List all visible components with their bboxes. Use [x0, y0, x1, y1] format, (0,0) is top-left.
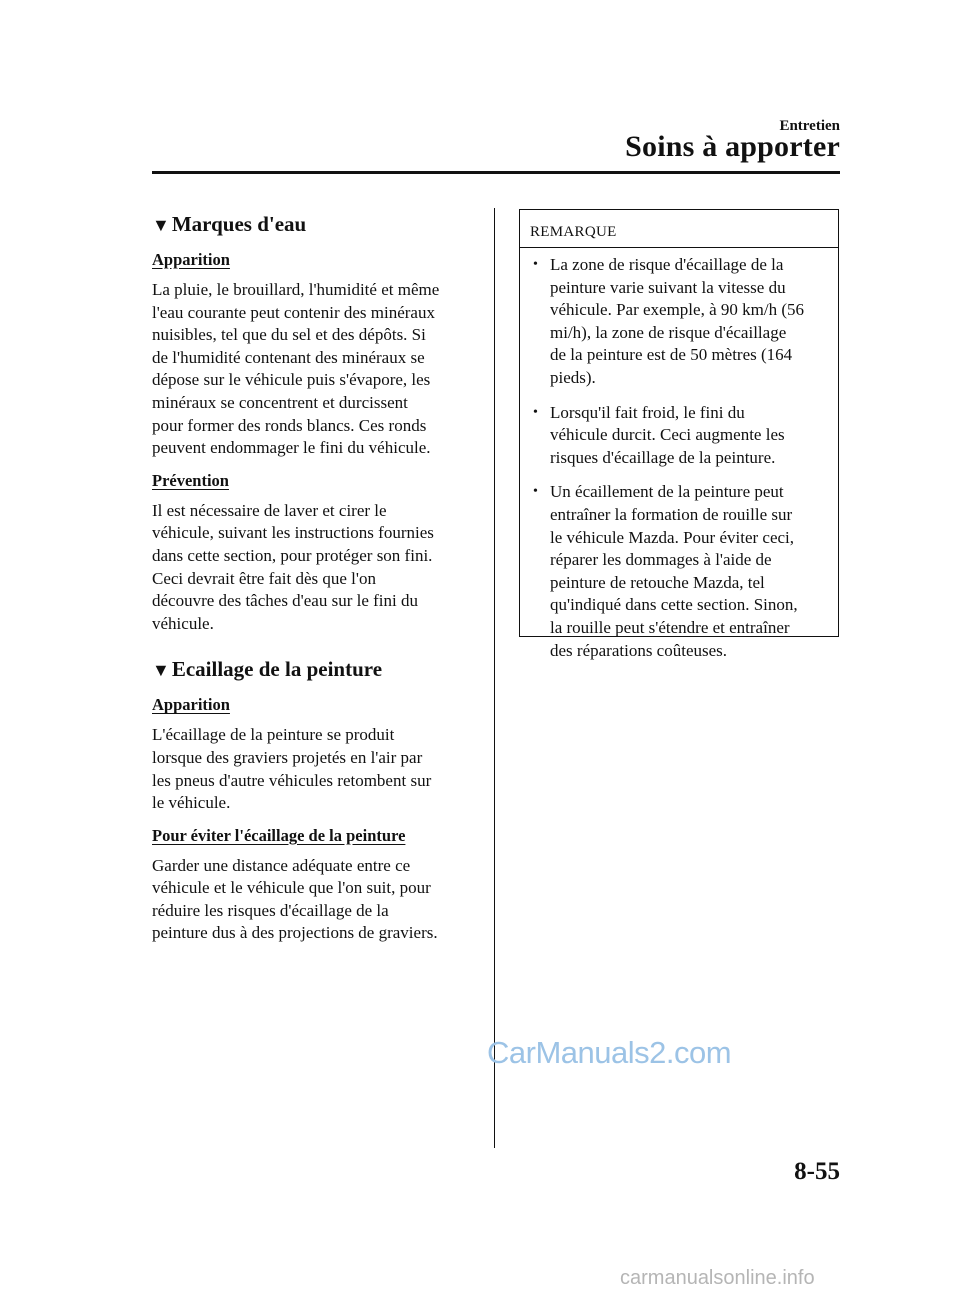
- page-number: 8-55: [794, 1158, 840, 1185]
- text-line: le véhicule Mazda. Pour éviter ceci,: [550, 527, 795, 547]
- text-line: peinture de retouche Mazda, tel: [550, 572, 765, 592]
- subheading-apparition: Apparition: [152, 250, 230, 269]
- paragraph-apparition: [152, 279, 472, 460]
- text-line: découvre des tâches d'eau sur le fini du: [152, 591, 418, 611]
- text-line: véhicule et le véhicule que l'on suit, pour: [152, 878, 431, 898]
- text-line: la rouille peut s'étendre et entraîner: [550, 617, 790, 637]
- paragraph-pour-eviter: [152, 855, 472, 945]
- note-item: [520, 481, 838, 662]
- section-heading-text: Ecaillage de la peinture: [171, 657, 383, 682]
- section-heading-marques-deau: [152, 210, 472, 239]
- triangle-down-icon: ▼: [152, 660, 170, 681]
- text-line: minéraux se concentrent et durcissent: [152, 392, 408, 412]
- text-line: réparer les dommages à l'aide de: [550, 550, 772, 570]
- note-item: [520, 254, 838, 390]
- note-title: REMARQUE: [520, 210, 838, 248]
- text-line: Lorsqu'il fait froid, le fini du: [550, 402, 745, 422]
- text-line: L'écaillage de la peinture se produit: [152, 725, 395, 745]
- text-line: nuisibles, tel que du sel et des dépôts. Si: [152, 325, 426, 345]
- text-line: les pneus d'autre véhicules retombent sur: [152, 770, 432, 790]
- text-line: des réparations coûteuses.: [550, 640, 728, 660]
- page-title: Soins à apporter: [625, 130, 840, 163]
- subheading-apparition: Apparition: [152, 695, 230, 715]
- text-line: réduire les risques d'écaillage de la: [152, 900, 389, 920]
- text-line: véhicule durcit. Ceci augmente les: [550, 425, 785, 445]
- text-line: La pluie, le brouillard, l'humidité et même: [152, 280, 440, 299]
- column-divider: [494, 208, 495, 1148]
- note-box: [519, 209, 839, 660]
- note-list: [520, 248, 838, 662]
- text-line: pieds).: [550, 367, 596, 387]
- text-line: qu'indiqué dans cette section. Sinon,: [550, 595, 798, 615]
- bullet-icon: •: [533, 484, 538, 500]
- subheading-pour-eviter: Pour éviter l'écaillage de la peinture: [152, 825, 406, 845]
- text-line: Ceci devrait être fait dès que l'on: [152, 568, 376, 588]
- section-heading-ecaillage: [152, 655, 472, 684]
- header-rule: [152, 171, 840, 174]
- text-line: l'eau courante peut contenir des minéraux: [152, 302, 435, 322]
- watermark-logo: CarManuals2.com: [487, 1035, 732, 1070]
- section-heading-text: Marques d'eau: [171, 212, 307, 236]
- text-line: lorsque des graviers projetés en l'air par: [152, 747, 423, 767]
- header-section: Entretien: [779, 118, 840, 134]
- bullet-icon: •: [533, 257, 538, 272]
- text-line: peuvent endommager le fini du véhicule.: [152, 438, 431, 458]
- footer-site-watermark: carmanualsonline.info: [620, 1267, 815, 1289]
- paragraph-apparition: [152, 724, 472, 814]
- section-spacer: [152, 645, 472, 655]
- left-column: [152, 210, 472, 955]
- text-line: mi/h), la zone de risque d'écaillage: [550, 322, 787, 342]
- text-line: le véhicule.: [152, 793, 231, 813]
- text-line: véhicule.: [152, 613, 214, 633]
- subheading-prevention: Prévention: [152, 470, 229, 490]
- text-line: pour former des ronds blancs. Ces ronds: [152, 415, 427, 435]
- text-line: Garder une distance adéquate entre ce: [152, 855, 411, 875]
- text-line: Il est nécessaire de laver et cirer le: [152, 500, 387, 520]
- text-line: risques d'écaillage de la peinture.: [550, 447, 776, 467]
- text-line: entraîner la formation de rouille sur: [550, 504, 793, 524]
- text-line: de la peinture est de 50 mètres (164: [550, 345, 793, 365]
- note-item: [520, 402, 838, 470]
- bullet-icon: •: [533, 404, 538, 420]
- paragraph-prevention: [152, 500, 472, 636]
- text-line: dépose sur le véhicule puis s'évapore, les: [152, 370, 431, 390]
- text-line: Un écaillement de la peinture peut: [550, 482, 784, 502]
- text-line: peinture varie suivant la vitesse du: [550, 277, 786, 297]
- text-line: véhicule, suivant les instructions fournies: [152, 523, 434, 543]
- triangle-down-icon: ▼: [152, 215, 170, 235]
- text-line: dans cette section, pour protéger son fini.: [152, 545, 433, 565]
- text-line: La zone de risque d'écaillage de la: [550, 255, 784, 274]
- text-line: peinture dus à des projections de graviers.: [152, 923, 438, 943]
- text-line: véhicule. Par exemple, à 90 km/h (56: [550, 300, 804, 320]
- text-line: de l'humidité contenant des minéraux se: [152, 347, 425, 367]
